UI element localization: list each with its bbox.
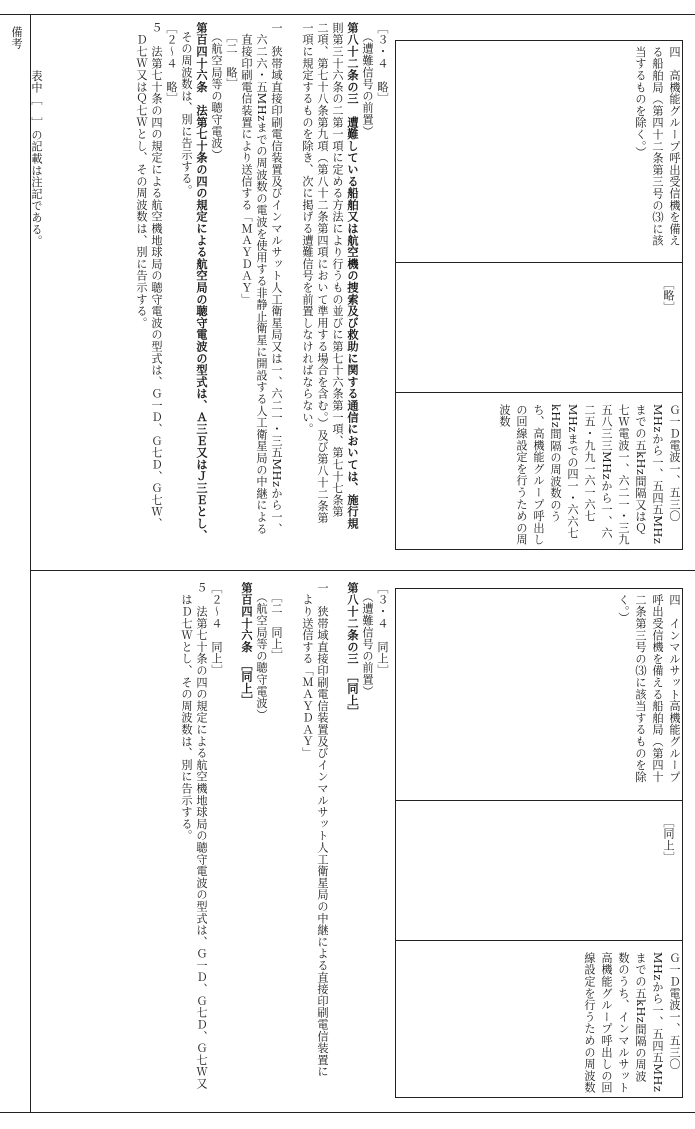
lower-table-cell-frequency: Ｇ一Ｄ電波一、五三〇MHzから一、五四五MHzまでの五kHz間隔の周波数のうち、インマルサット高機能グループ呼出しの回線設定を行うための周波数 — [583, 952, 681, 1094]
lower-line-9: ［２～４ 同上］ — [210, 582, 223, 677]
bottom-rule — [0, 1112, 695, 1113]
lower-table-divider-2 — [395, 940, 683, 941]
lower-item-1-line-2: より送信する「ＭＡＹＤＡＹ」 — [301, 582, 314, 759]
lower-line-7: （航空局等の聴守電波） — [255, 591, 268, 721]
upper-line-4: 則第三十六条の二第一項に定める方法により行うもの並びに第七十六条第一項、第七十七条第 — [331, 22, 344, 518]
upper-line-13: その周波数は、別に告示する。 — [180, 31, 193, 197]
upper-line-1: ［３・４ 略］ — [376, 22, 389, 105]
lower-table-divider-1 — [395, 800, 683, 801]
lower-table-cell-station: 四 インマルサット高機能グループ呼出受信機を備える船舶局（第四十二条第三号の⑶に該当するものを除く。） — [617, 594, 681, 783]
upper-para-5-line-2: Ｄ七Ｗ又はＱ七Ｗとし、その周波数は、別に告示する。 — [135, 22, 148, 329]
upper-item-2: ［二 略］ — [225, 31, 238, 90]
lower-table-cell-receiver: ［同上］ — [662, 816, 675, 864]
upper-line-11: （航空局等の聴守電波） — [210, 31, 223, 161]
remarks-note: 表中［ ］の記載は注記である。 — [30, 70, 43, 247]
upper-para-5-line-1: ５ 法第七十条の四の規定による航空機地球局の聴守電波の型式は、Ｇ一Ｄ、Ｇ七Ｄ、Ｇ七Ｗ、 — [150, 22, 163, 530]
lower-article-82-3: 第八十二条の三 ［同上］ — [346, 582, 360, 718]
upper-table-cell-station: 四 高機能グループ呼出受信機を備える船舶局（第四十二条第三号の⑶に該当するものを除く。） — [634, 46, 681, 247]
remarks-label: 備考 — [10, 26, 23, 50]
upper-article-146-line-1: 第百四十六条 法第七十条の四の規定による航空局の聴守電波の型式は、Ａ三Ｅ又はＪ三Ｅとし、 — [195, 22, 209, 542]
lower-item-1-line-1: 一 狭帯域直接印刷電信装置及びインマルサット人工衛星局の中継による直接印刷電信装置に — [316, 582, 329, 1078]
lower-line-1: ［３・４ 同上］ — [376, 582, 389, 677]
upper-article-82-3-line-1: 第八十二条の三 遭難している船舶又は航空機の捜索及び救助に関する通信においては、施行規 — [346, 22, 360, 530]
upper-item-1-line-2: 六二六・五MHzまでの周波数の電波を使用する非静止衛星に開設する人工衛星局の中継による — [255, 22, 268, 535]
lower-para-5-line-2: はＤ七Ｗとし、その周波数は、別に告示する。 — [180, 582, 193, 842]
upper-item-1-line-3: 直接印刷電信装置により送信する「ＭＡＹＤＡＹ」 — [240, 22, 253, 306]
upper-line-2: （遭難信号の前置） — [361, 31, 374, 138]
lower-item-2: ［二 同上］ — [270, 591, 283, 662]
upper-line-6: 一項に規定するものを除き、次に掲げる遭難信号を前置しなければならない。 — [301, 22, 314, 435]
upper-table-divider-1 — [395, 262, 683, 263]
upper-line-5: 二項、第七十八条第九項（第八十二条第四項において準用する場合を含む。）及び第八十二条第 — [316, 22, 329, 524]
top-rule — [0, 14, 695, 15]
lower-para-5-line-1: ５ 法第七十条の四の規定による航空機地球局の聴守電波の型式は、Ｇ一Ｄ、Ｇ七Ｄ、Ｇ七Ｗ又 — [195, 582, 208, 1090]
upper-table-divider-2 — [395, 392, 683, 393]
upper-line-14: ［２～４ 略］ — [165, 22, 178, 105]
upper-table-cell-receiver: ［略］ — [662, 278, 675, 314]
upper-item-1-line-1: 一 狭帯域直接印刷電信装置及びインマルサット人工衛星局又は一、六二一・三五MHzから一、 — [270, 22, 283, 535]
upper-table-cell-frequency: Ｇ一Ｄ電波一、五三〇MHzから一、五四五MHzまでの五kHz間隔又はＱ七Ｗ電波一、六二一・三九五八三三MHzから一、六二五・九九一六一六七MHzまでの四一・六六七kHz間隔の周波数のうち、高機能グループ呼出しの回線設定を行うための周波数 — [498, 404, 681, 546]
lower-line-2: （遭難信号の前置） — [361, 591, 374, 698]
middle-rule — [30, 570, 695, 571]
lower-article-146: 第百四十六条 ［同上］ — [240, 582, 254, 707]
